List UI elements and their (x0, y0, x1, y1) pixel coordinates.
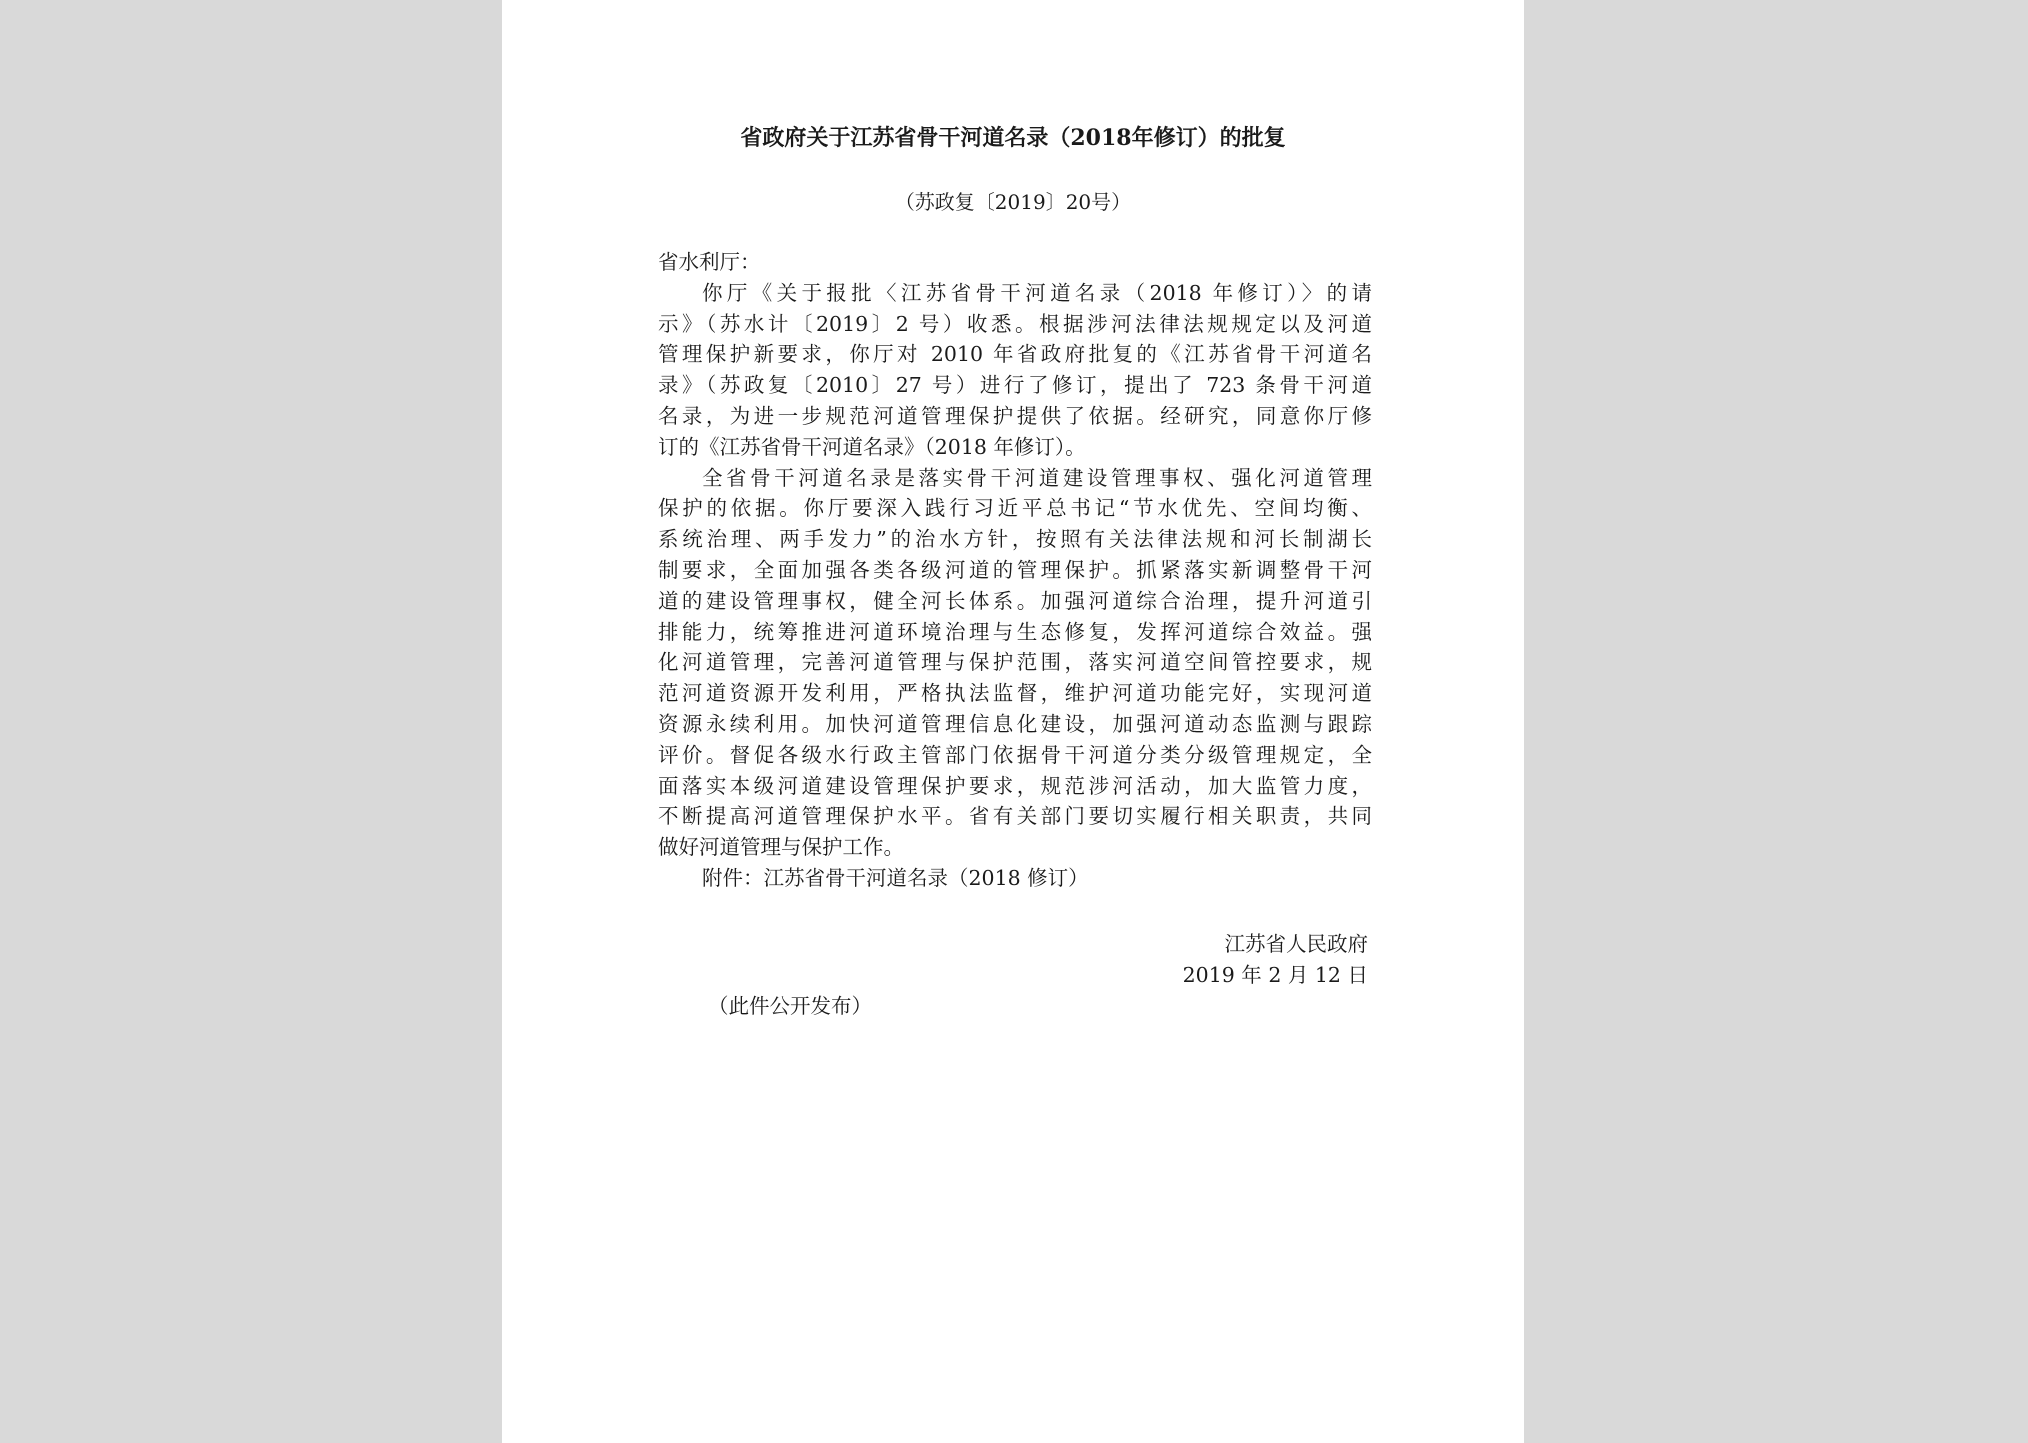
paragraph-line: 保护的依据。你厅要深入践行习近平总书记“节水优先、空间均衡、 (658, 496, 1372, 521)
public-release-note: （此件公开发布） (708, 994, 872, 1018)
document-page (502, 0, 1524, 1443)
paragraph-line: 资源永续利用。加快河道管理信息化建设，加强河道动态监测与跟踪 (658, 711, 1372, 736)
paragraph-line: 化河道管理，完善河道管理与保护范围，落实河道空间管控要求，规 (658, 650, 1372, 675)
paragraph-line: 制要求，全面加强各类各级河道的管理保护。抓紧落实新调整骨干河 (658, 557, 1372, 582)
paragraph-2 (658, 463, 1372, 863)
paragraph-line: 全省骨干河道名录是落实骨干河道建设管理事权、强化河道管理 (702, 465, 1372, 490)
paragraph-line: 管理保护新要求，你厅对 2010 年省政府批复的《江苏省骨干河道名 (658, 342, 1372, 367)
paragraph-line: 做好河道管理与保护工作。 (658, 835, 904, 860)
paragraph-line: 排能力，统筹推进河道环境治理与生态修复，发挥河道综合效益。强 (658, 619, 1372, 644)
attachment-line: 附件：江苏省骨干河道名录（2018 修订） (702, 865, 1089, 890)
signature-date: 2019 年 2 月 12 日 (1182, 963, 1368, 987)
paragraph-line: 示》（苏水计〔2019〕2 号）收悉。根据涉河法律法规规定以及河道 (658, 311, 1372, 336)
paragraph-1 (658, 278, 1372, 463)
paragraph-line: 面落实本级河道建设管理保护要求，规范涉河活动，加大监管力度， (658, 773, 1372, 798)
paragraph-line: 系统治理、两手发力”的治水方针，按照有关法律法规和河长制湖长 (658, 527, 1372, 552)
document-number: （苏政复〔2019〕20号） (894, 190, 1132, 214)
document-title: 省政府关于江苏省骨干河道名录（2018年修订）的批复 (740, 125, 1286, 151)
paragraph-line: 不断提高河道管理保护水平。省有关部门要切实履行相关职责，共同 (658, 804, 1372, 829)
addressee: 省水利厅： (658, 250, 761, 274)
paragraph-line: 录》（苏政复〔2010〕27 号）进行了修订，提出了 723 条骨干河道 (658, 373, 1372, 398)
paragraph-line: 你厅《关于报批〈江苏省骨干河道名录（2018 年修订）〉的请 (702, 280, 1372, 305)
paragraph-line: 道的建设管理事权，健全河长体系。加强河道综合治理，提升河道引 (658, 588, 1372, 613)
signature-organization: 江苏省人民政府 (1224, 932, 1368, 956)
paragraph-line: 范河道资源开发利用，严格执法监督，维护河道功能完好，实现河道 (658, 681, 1372, 706)
document-body (658, 247, 1372, 894)
paragraph-line: 名录，为进一步规范河道管理保护提供了依据。经研究，同意你厅修 (658, 403, 1372, 428)
paragraph-line: 评价。督促各级水行政主管部门依据骨干河道分类分级管理规定，全 (658, 742, 1372, 767)
paragraph-line: 订的《江苏省骨干河道名录》（2018 年修订）。 (658, 434, 1086, 459)
